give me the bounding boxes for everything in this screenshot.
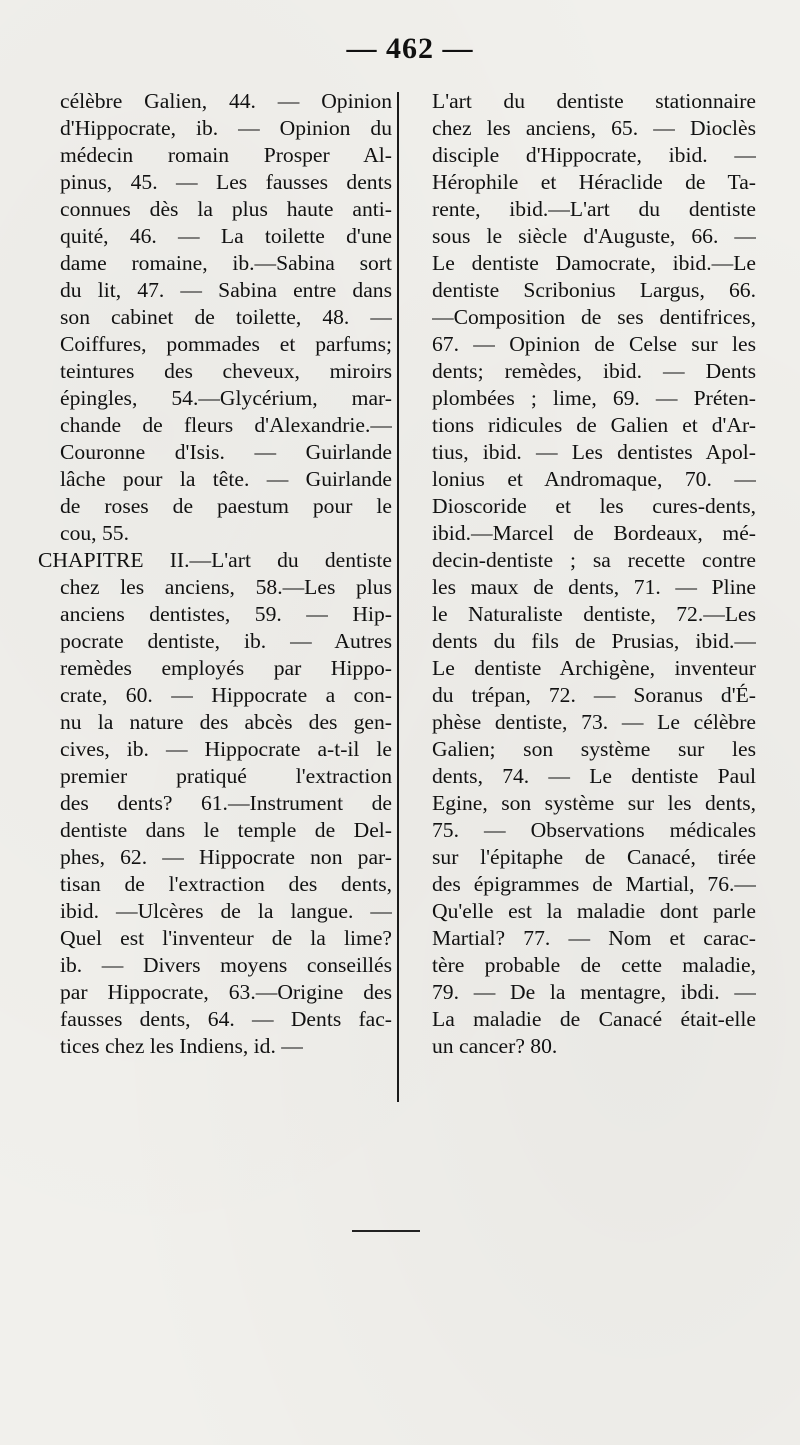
text-line: connues dès la plus haute anti- (60, 197, 392, 221)
text-line: lâche pour la tête. — Guirlande (60, 467, 392, 491)
text-line: Le dentiste Archigène, inventeur (432, 656, 756, 680)
text-line: dentiste dans le temple de Del- (60, 818, 392, 842)
text-line: CHAPITRE II.—L'art du dentiste (38, 548, 392, 572)
text-line: chez les anciens, 58.—Les plus (60, 575, 392, 599)
text-line: tius, ibid. — Les dentistes Apol- (432, 440, 756, 464)
text-line: chez les anciens, 65. — Dioclès (432, 116, 756, 140)
text-line: pocrate dentiste, ib. — Autres (60, 629, 392, 653)
text-line: chande de fleurs d'Alexandrie.— (60, 413, 392, 437)
text-line: un cancer? 80. (432, 1034, 558, 1058)
text-line: phèse dentiste, 73. — Le célèbre (432, 710, 756, 734)
text-line: son cabinet de toilette, 48. — (60, 305, 392, 329)
text-line: de roses de paestum pour le (60, 494, 392, 518)
text-line: épingles, 54.—Glycérium, mar- (60, 386, 392, 410)
text-line: fausses dents, 64. — Dents fac- (60, 1007, 392, 1031)
text-line: Martial? 77. — Nom et carac- (432, 926, 756, 950)
text-line: dents, 74. — Le dentiste Paul (432, 764, 756, 788)
text-line: par Hippocrate, 63.—Origine des (60, 980, 392, 1004)
text-line: Le dentiste Damocrate, ibid.—Le (432, 251, 756, 275)
text-line: ibid. —Ulcères de la langue. — (60, 899, 392, 923)
text-line: rente, ibid.—L'art du dentiste (432, 197, 756, 221)
text-line: 75. — Observations médicales (432, 818, 756, 842)
text-line: dents du fils de Prusias, ibid.— (432, 629, 756, 653)
text-line: cou, 55. (60, 521, 129, 545)
text-line: teintures des cheveux, miroirs (60, 359, 392, 383)
text-line: le Naturaliste dentiste, 72.—Les (432, 602, 756, 626)
text-line: Hérophile et Héraclide de Ta- (432, 170, 756, 194)
text-line: ib. — Divers moyens conseillés (60, 953, 392, 977)
text-line: Couronne d'Isis. — Guirlande (60, 440, 392, 464)
column-divider (397, 92, 399, 1102)
text-line: crate, 60. — Hippocrate a con- (60, 683, 392, 707)
text-line: dame romaine, ib.—Sabina sort (60, 251, 392, 275)
text-line: du lit, 47. — Sabina entre dans (60, 278, 392, 302)
text-line: Dioscoride et les cures-dents, (432, 494, 756, 518)
text-line: tisan de l'extraction des dents, (60, 872, 392, 896)
text-line: nu la nature des abcès des gen- (60, 710, 392, 734)
text-line: phes, 62. — Hippocrate non par- (60, 845, 392, 869)
right-column (432, 88, 756, 1060)
text-line: ibid.—Marcel de Bordeaux, mé- (432, 521, 756, 545)
text-line: dents; remèdes, ibid. — Dents (432, 359, 756, 383)
text-line: premier pratiqué l'extraction (60, 764, 392, 788)
text-line: des épigrammes de Martial, 76.— (432, 872, 756, 896)
text-line: sur l'épitaphe de Canacé, tirée (432, 845, 756, 869)
text-line: tions ridicules de Galien et d'Ar- (432, 413, 756, 437)
text-line: lonius et Andromaque, 70. — (432, 467, 756, 491)
left-column (38, 88, 392, 1060)
page-number: — 462 — (346, 32, 474, 65)
text-line: des dents? 61.—Instrument de (60, 791, 392, 815)
bottom-rule (352, 1230, 420, 1232)
text-line: Galien; son système sur les (432, 737, 756, 761)
text-line: La maladie de Canacé était-elle (432, 1007, 756, 1031)
text-line: célèbre Galien, 44. — Opinion (60, 89, 392, 113)
text-line: tère probable de cette maladie, (432, 953, 756, 977)
text-line: decin-dentiste ; sa recette contre (432, 548, 756, 572)
text-line: Coiffures, pommades et parfums; (60, 332, 392, 356)
text-line: plombées ; lime, 69. — Préten- (432, 386, 756, 410)
text-line: Qu'elle est la maladie dont parle (432, 899, 756, 923)
text-line: d'Hippocrate, ib. — Opinion du (60, 116, 392, 140)
text-line: cives, ib. — Hippocrate a-t-il le (60, 737, 392, 761)
text-line: —Composition de ses dentifrices, (432, 305, 756, 329)
text-line: tices chez les Indiens, id. — (60, 1034, 303, 1058)
text-line: remèdes employés par Hippo- (60, 656, 392, 680)
text-line: du trépan, 72. — Soranus d'É- (432, 683, 756, 707)
text-line: pinus, 45. — Les fausses dents (60, 170, 392, 194)
text-line: anciens dentistes, 59. — Hip- (60, 602, 392, 626)
text-line: quité, 46. — La toilette d'une (60, 224, 392, 248)
text-line: sous le siècle d'Auguste, 66. — (432, 224, 756, 248)
text-line: Quel est l'inventeur de la lime? (60, 926, 392, 950)
text-line: les maux de dents, 71. — Pline (432, 575, 756, 599)
text-line: 79. — De la mentagre, ibdi. — (432, 980, 756, 1004)
text-line: Egine, son système sur les dents, (432, 791, 756, 815)
text-line: L'art du dentiste stationnaire (432, 89, 756, 113)
text-line: médecin romain Prosper Al- (60, 143, 392, 167)
text-line: 67. — Opinion de Celse sur les (432, 332, 756, 356)
text-line: dentiste Scribonius Largus, 66. (432, 278, 756, 302)
text-line: disciple d'Hippocrate, ibid. — (432, 143, 756, 167)
